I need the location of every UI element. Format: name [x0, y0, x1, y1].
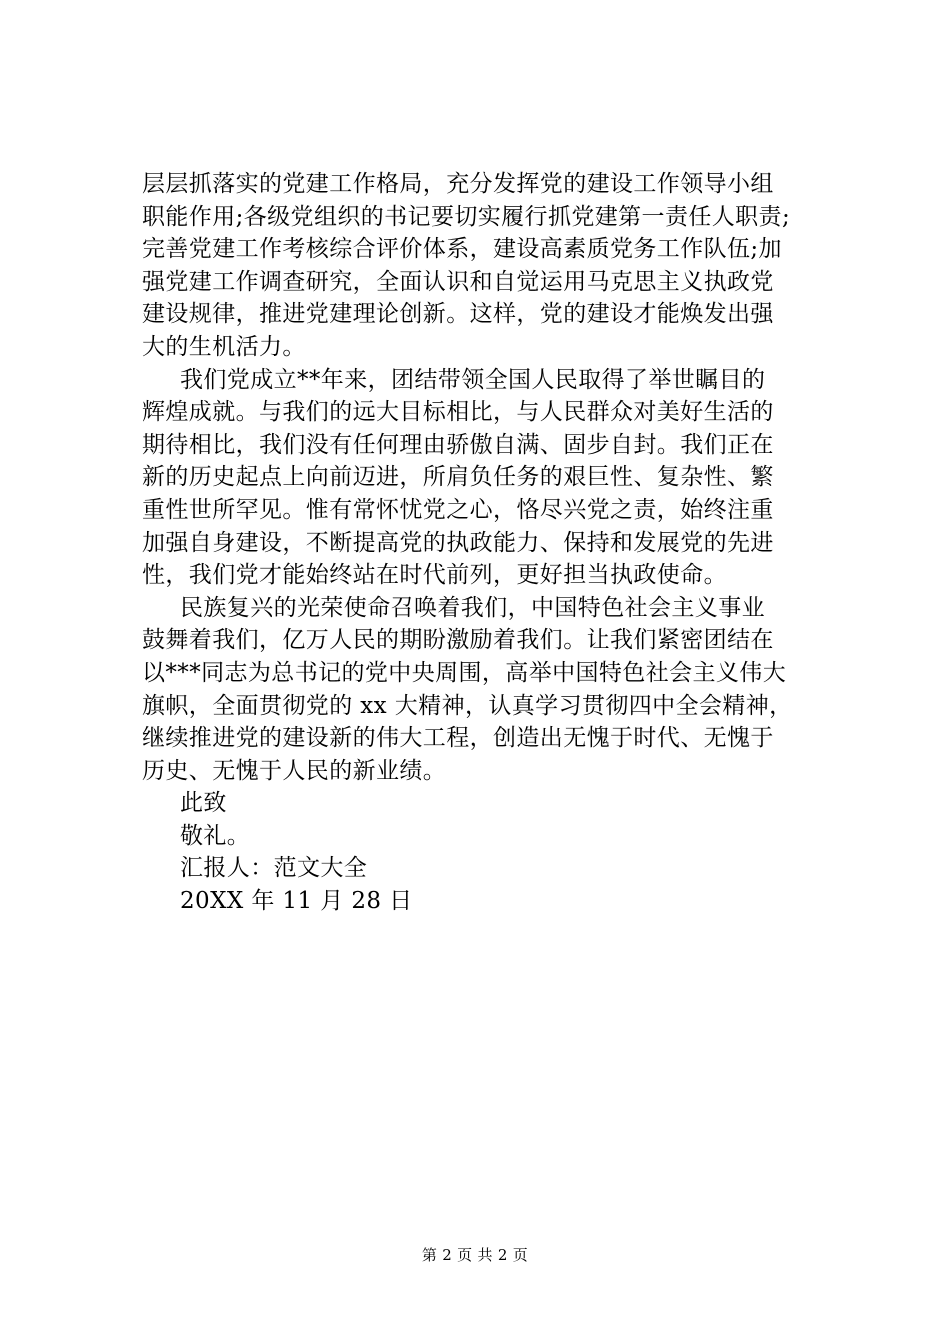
text-line: 性，我们党才能始终站在时代前列，更好担当执政使命。	[142, 562, 727, 589]
text-line: 民族复兴的光荣使命召唤着我们，中国特色社会主义事业	[180, 594, 765, 621]
text-line: 继续推进党的建设新的伟大工程，创造出无愧于时代、无愧于	[142, 725, 774, 752]
salutation: 此致	[180, 790, 227, 817]
paragraph-3	[142, 592, 832, 788]
closing-block	[142, 787, 832, 917]
text-line: 辉煌成就。与我们的远大目标相比，与人民群众对美好生活的	[142, 399, 774, 426]
text-line: 历史、无愧于人民的新业绩。	[142, 757, 447, 784]
text-line: 加强自身建设，不断提高党的执政能力、保持和发展党的先进	[142, 529, 774, 556]
text-line: 旗帜，全面贯彻党的 xx 大精神，认真学习贯彻四中全会精神，	[142, 692, 793, 719]
paragraph-2	[142, 364, 832, 592]
text-line: 我们党成立**年来，团结带领全国人民取得了举世瞩目的	[180, 366, 766, 393]
reporter-signature: 汇报人：范文大全	[180, 855, 368, 882]
text-line: 层层抓落实的党建工作格局，充分发挥党的建设工作领导小组	[142, 171, 774, 197]
document-body	[142, 168, 832, 918]
text-line: 强党建工作调查研究，全面认识和自觉运用马克思主义执政党	[142, 268, 774, 295]
report-date: 20XX 年 11 月 28 日	[180, 888, 413, 915]
text-line: 建设规律，推进党建理论创新。这样，党的建设才能焕发出强	[142, 301, 774, 328]
text-line: 职能作用;各级党组织的书记要切实履行抓党建第一责任人职责;	[142, 203, 791, 230]
text-line: 以***同志为总书记的党中央周围，高举中国特色社会主义伟大	[142, 659, 787, 686]
text-line: 完善党建工作考核综合评价体系，建设高素质党务工作队伍;加	[142, 236, 782, 263]
text-line: 期待相比，我们没有任何理由骄傲自满、固步自封。我们正在	[142, 431, 774, 458]
regards: 敬礼。	[180, 822, 251, 849]
text-line: 鼓舞着我们，亿万人民的期盼激励着我们。让我们紧密团结在	[142, 627, 774, 654]
page-footer: 第 2 页 共 2 页	[421, 1246, 529, 1264]
text-line: 大的生机活力。	[142, 333, 306, 360]
text-line: 重性世所罕见。惟有常怀忧党之心，恪尽兴党之责，始终注重	[142, 496, 774, 523]
paragraph-1	[142, 168, 832, 364]
text-line: 新的历史起点上向前迈进，所肩负任务的艰巨性、复杂性、繁	[142, 464, 774, 491]
